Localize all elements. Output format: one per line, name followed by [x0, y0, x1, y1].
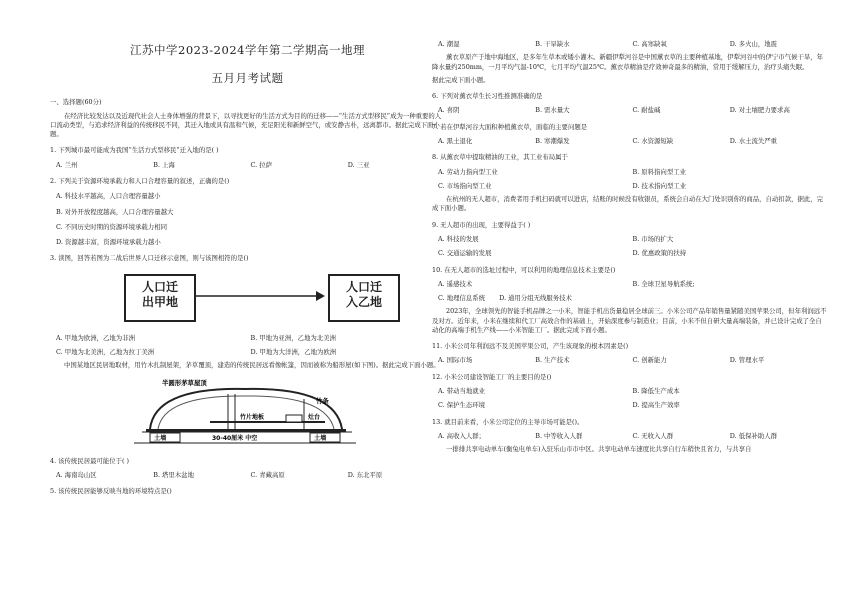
passage-lavender: 薰衣草原产于地中海地区，是多年生草本或矮小灌木。新疆伊犁河谷是中国薰衣草的主要种植基地，伊犁河谷中的伊宁市气候干旱，年降水量约250mm，一月平均气温-10℃，七月平均气温25℃。薰衣草精油是疗效神奇最多的精油，常用于缓解压力，治疗头痛失眠。 — [432, 53, 824, 71]
option-d[interactable]: D. 优惠政策的扶持 — [632, 249, 687, 258]
option-c[interactable]: C. 地理信息系统 — [438, 294, 486, 303]
option-a[interactable]: A. 喜阴 — [438, 106, 460, 115]
question-1-options — [50, 161, 445, 170]
question-4: 4. 该传统民居最可能位于( ) — [50, 456, 130, 465]
option-c[interactable]: C. 保护生态环境 — [438, 401, 486, 410]
option-d[interactable]: D. 资源越丰富，资源环境承载力越小 — [56, 238, 161, 247]
question-10: 10. 在无人超市的选址过程中，可以利用的地理信息技术主要是() — [432, 265, 616, 274]
migration-flow-diagram — [50, 270, 445, 334]
question-13-options — [432, 432, 827, 441]
option-a[interactable]: A. 带动当地就业 — [438, 387, 486, 396]
option-c[interactable]: C. 甲地为北美洲，乙地为拉丁美洲 — [56, 348, 155, 356]
option-a[interactable]: A. 兰州 — [56, 160, 78, 169]
question-3-options-row2 — [50, 348, 445, 357]
destination-line-1: 人口迁 — [345, 279, 382, 294]
label-wall-left: 土墙 — [154, 434, 167, 442]
question-8-options-row1 — [432, 168, 827, 177]
option-b[interactable]: B. 甲地为亚洲，乙地为北美洲 — [250, 333, 336, 342]
question-8: 8. 从薰衣草中提取精油的工业，其工业布局属于 — [432, 153, 568, 162]
option-c[interactable]: C. 不同历史时期的资源环境承载力相同 — [56, 222, 167, 231]
passage-boat-house: 中国某地区民居地取材，用竹木扎制屋架，茅草覆顶，建造的传统民居远看像帐篷，因而被称为船形屋(如下图)。据此完成下面小题。 — [64, 361, 440, 370]
question-10-options-row1 — [432, 280, 827, 289]
right-column — [432, 40, 827, 454]
option-c[interactable]: C. 青藏高原 — [250, 471, 285, 480]
question-5-options — [432, 40, 827, 49]
destination-box — [328, 274, 400, 322]
question-1: 1. 下列城市最可能成为我国“生活方式型移民”迁入地的是( ) — [50, 146, 219, 155]
question-9-options-row1 — [432, 235, 827, 244]
question-3-options-row1 — [50, 334, 445, 343]
exam-title: 江苏中学2023-2024学年第二学期高一地理 — [130, 43, 365, 57]
option-b[interactable]: B. 上海 — [153, 160, 175, 169]
option-d[interactable]: D. 水土流失严重 — [729, 136, 778, 145]
question-13: 13. 就目前来看，小米公司定位的主导市场可能是()。 — [432, 417, 584, 426]
option-c[interactable]: C. 交通运输的发展 — [438, 249, 492, 258]
question-6-options — [432, 106, 827, 115]
option-d[interactable]: D. 提高生产效率 — [632, 401, 680, 410]
label-bamboo: 竹条 — [316, 396, 329, 405]
option-a[interactable]: A. 劳动力指向型工业 — [438, 167, 498, 176]
question-4-options — [50, 471, 445, 480]
option-a[interactable]: A. 甲地为欧洲，乙地为非洲 — [56, 333, 135, 342]
option-a[interactable]: A. 高收入人群； — [438, 431, 486, 440]
question-10-options-row2 — [432, 294, 827, 303]
question-2: 2. 下列关于资源环境承载力和人口合理容量的叙述，正确的是() — [50, 177, 230, 186]
option-c[interactable]: C. 水资源短缺 — [632, 136, 674, 145]
left-column — [50, 0, 445, 497]
option-d[interactable]: D. 管理水平 — [729, 356, 765, 365]
option-d[interactable]: D. 通用分组无线服务技术 — [499, 294, 572, 303]
boat-house-diagram — [120, 377, 370, 447]
option-a[interactable]: A. 海南岛山区 — [56, 471, 97, 480]
option-a[interactable]: A. 潮湿 — [438, 40, 460, 48]
label-roof: 半圆形茅草屋顶 — [162, 378, 207, 387]
passage-migration: 在经济比较发达以及近现代社会人士身体增强的背景下，以寻找更好的生活方式为目的的迁移——“生活方式型移民”成为一种重要的人口流动类型，与追求经济利益的传统移民不同，其迁入地或具有温和气候，充足阳光和新鲜空气，或安静古朴，远离都市。据此完成下面小题。 — [50, 111, 442, 139]
passage-unmanned-store: 在杭州的无人超市，消费者用手机扫码就可以进店，结账的时候没有收银员，系统会自动在大门处识别你的商品，自动扣款，据此，完成下面小题。 — [432, 195, 824, 213]
option-b[interactable]: B. 市场的扩大 — [632, 234, 674, 243]
arrow-icon — [194, 286, 326, 306]
option-b[interactable]: B. 原料指向型工业 — [632, 167, 686, 176]
section-heading: 一、选择题(60分) — [50, 98, 102, 107]
option-c[interactable]: C. 高寒缺氧 — [632, 40, 667, 48]
question-3: 3. 读图，回答若图为二战后世界人口迁移示意图，则与该图相符的是() — [50, 254, 249, 263]
option-a[interactable]: A. 科技水平越高，人口合理容量越小 — [56, 192, 161, 201]
option-d[interactable]: D. 东北平原 — [347, 471, 383, 480]
question-9-options-row2 — [432, 249, 827, 258]
exam-subtitle: 五月月考试题 — [211, 70, 284, 85]
question-5: 5. 该传统民居能够反映当地的环境特点是() — [50, 487, 172, 496]
question-12-options-row2 — [432, 401, 827, 410]
option-d[interactable]: D. 三亚 — [347, 160, 370, 169]
question-7-options — [432, 137, 827, 146]
option-d[interactable]: D. 技术指向型工业 — [632, 181, 687, 190]
question-6: 6. 下列对薰衣草生长习性推测准确的是 — [432, 92, 543, 101]
origin-line-2: 出甲地 — [141, 294, 178, 309]
origin-box — [124, 274, 196, 322]
option-c[interactable]: C. 市场指向型工业 — [438, 181, 492, 190]
passage-lavender-tail: 据此完成下面小题。 — [432, 75, 490, 84]
option-a[interactable]: A. 遥感技术 — [438, 279, 473, 288]
question-12: 12. 小米公司建设智能工厂的主要目的是() — [432, 372, 552, 381]
option-b[interactable]: B. 生产技术 — [535, 356, 570, 365]
origin-line-1: 人口迁 — [141, 279, 178, 294]
destination-line-2: 入乙地 — [345, 294, 382, 309]
passage-shared-bike: 一排排共享电动单车(衡兔电单车)入驻乐山市市中区。共享电动单车速度比共享自行车稍快且省力，与共享自 — [446, 445, 752, 454]
option-b[interactable]: B. 全球卫星导航系统; — [632, 279, 695, 288]
option-a[interactable]: A. 科技的发展 — [438, 234, 479, 243]
label-stove: 灶台 — [308, 413, 321, 421]
option-b[interactable]: B. 干旱缺水 — [535, 40, 570, 48]
label-center: 30-40厘米 中空 — [212, 434, 258, 442]
option-b[interactable]: B. 需水量大 — [535, 106, 570, 115]
option-b[interactable]: B. 中等收入人群 — [535, 431, 583, 440]
question-12-options-row1 — [432, 387, 827, 396]
option-d[interactable]: D. 低保补助人群 — [729, 431, 778, 440]
option-d[interactable]: D. 甲地为大洋洲，乙地为欧洲 — [250, 348, 337, 356]
question-11-options — [432, 356, 827, 365]
option-c[interactable]: C. 创新能力 — [632, 356, 667, 365]
label-floor: 竹片地板 — [240, 413, 265, 421]
option-b[interactable]: B. 降低生产成本 — [632, 387, 680, 396]
option-c[interactable]: C. 拉萨 — [250, 160, 273, 169]
option-b[interactable]: B. 寒潮爆发 — [535, 136, 570, 145]
option-d[interactable]: D. 对土壤肥力要求高 — [729, 106, 790, 115]
passage-xiaomi: 2023年，全球领先的智能手机品牌之一小米，智能手机出货量稳居全球前三。小米公司产品年销售量紧随美国苹果公司，但年利润远不及对方。近年来，小米在继续和代工厂高效合作的基础上，开始深度参与制造业；目前，小米不但自研大量高端装备，并已设计完成了全自动化的高端手机生产线——小米智能工厂。据此完成下面小题。 — [432, 307, 827, 334]
question-9: 9. 无人超市的出现，主要得益于( ) — [432, 220, 531, 229]
label-wall-right: 土墙 — [314, 434, 327, 442]
option-d[interactable]: D. 多火山，地震 — [729, 40, 778, 48]
option-a[interactable]: A. 黑土退化 — [438, 136, 473, 145]
question-11: 11. 小米公司年利润远不及美国苹果公司，产生该现象的根本因素是() — [432, 342, 629, 351]
option-c[interactable]: C. 耐盐碱 — [632, 106, 661, 115]
option-b[interactable]: B. 塔里木盆地 — [153, 471, 194, 480]
question-8-options-row2 — [432, 182, 827, 191]
option-b[interactable]: B. 对外开放程度越高，人口合理容量越大 — [56, 207, 174, 216]
option-c[interactable]: C. 无收入人群 — [632, 431, 674, 440]
question-7: 7. 若在伊犁河谷大面积种植薰衣草，面临的主要问题是 — [432, 122, 588, 131]
option-a[interactable]: A. 国际市场 — [438, 356, 473, 365]
